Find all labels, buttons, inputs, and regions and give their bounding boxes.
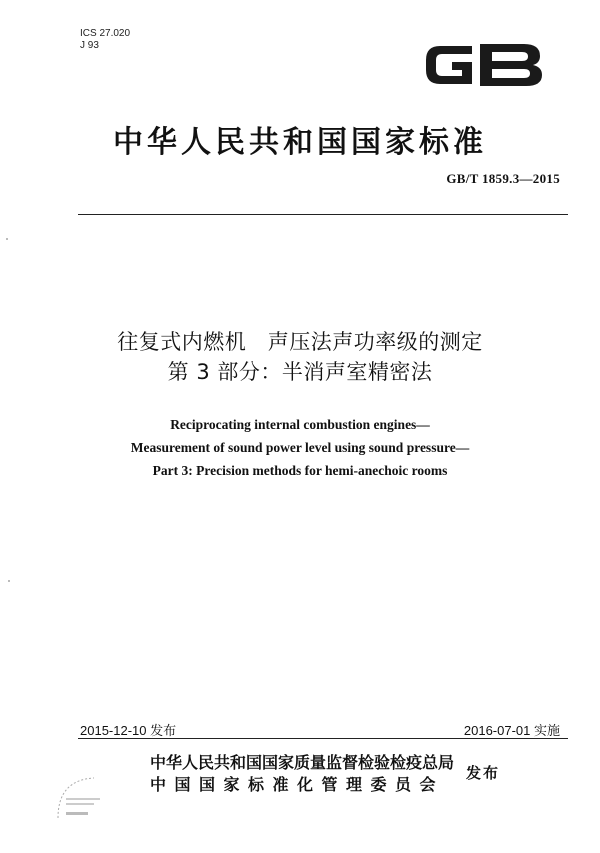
chinese-title-block (0, 327, 600, 387)
scan-speck (8, 580, 10, 582)
chinese-title-line-1: 往复式内燃机 声压法声功率级的测定 (117, 330, 483, 354)
english-title-block (0, 413, 600, 482)
gb-logo-icon (420, 36, 550, 92)
issuer-line-2: 中国国家标准化管理委员会 (150, 775, 445, 794)
ics-code: ICS 27.020 (80, 28, 131, 39)
scan-speck (6, 238, 8, 240)
english-title-line-2: Measurement of sound power level using sound pressure— (130, 440, 470, 455)
document-title: 中华人民共和国国家标准 (113, 125, 487, 160)
bottom-divider (78, 738, 568, 739)
issuing-authorities (150, 752, 454, 796)
english-title-line-1: Reciprocating internal combustion engines— (170, 417, 430, 432)
issue-date: 2015-12-10 发布 (80, 723, 177, 738)
publish-label: 发布 (466, 764, 501, 782)
english-title-line-3: Part 3: Precision methods for hemi-anechoic rooms (152, 463, 448, 478)
chinese-title-line-2: 第 3 部分：半消声室精密法 (167, 360, 433, 384)
standard-number: GB/T 1859.3—2015 (446, 171, 560, 186)
ics-classification (80, 28, 130, 52)
implementation-date: 2016-07-01 实施 (463, 723, 560, 738)
ccs-code: J 93 (80, 40, 99, 51)
stamp-icon (54, 772, 124, 822)
top-divider (78, 214, 568, 215)
issuer-line-1: 中华人民共和国国家质量监督检验检疫总局 (150, 753, 455, 772)
